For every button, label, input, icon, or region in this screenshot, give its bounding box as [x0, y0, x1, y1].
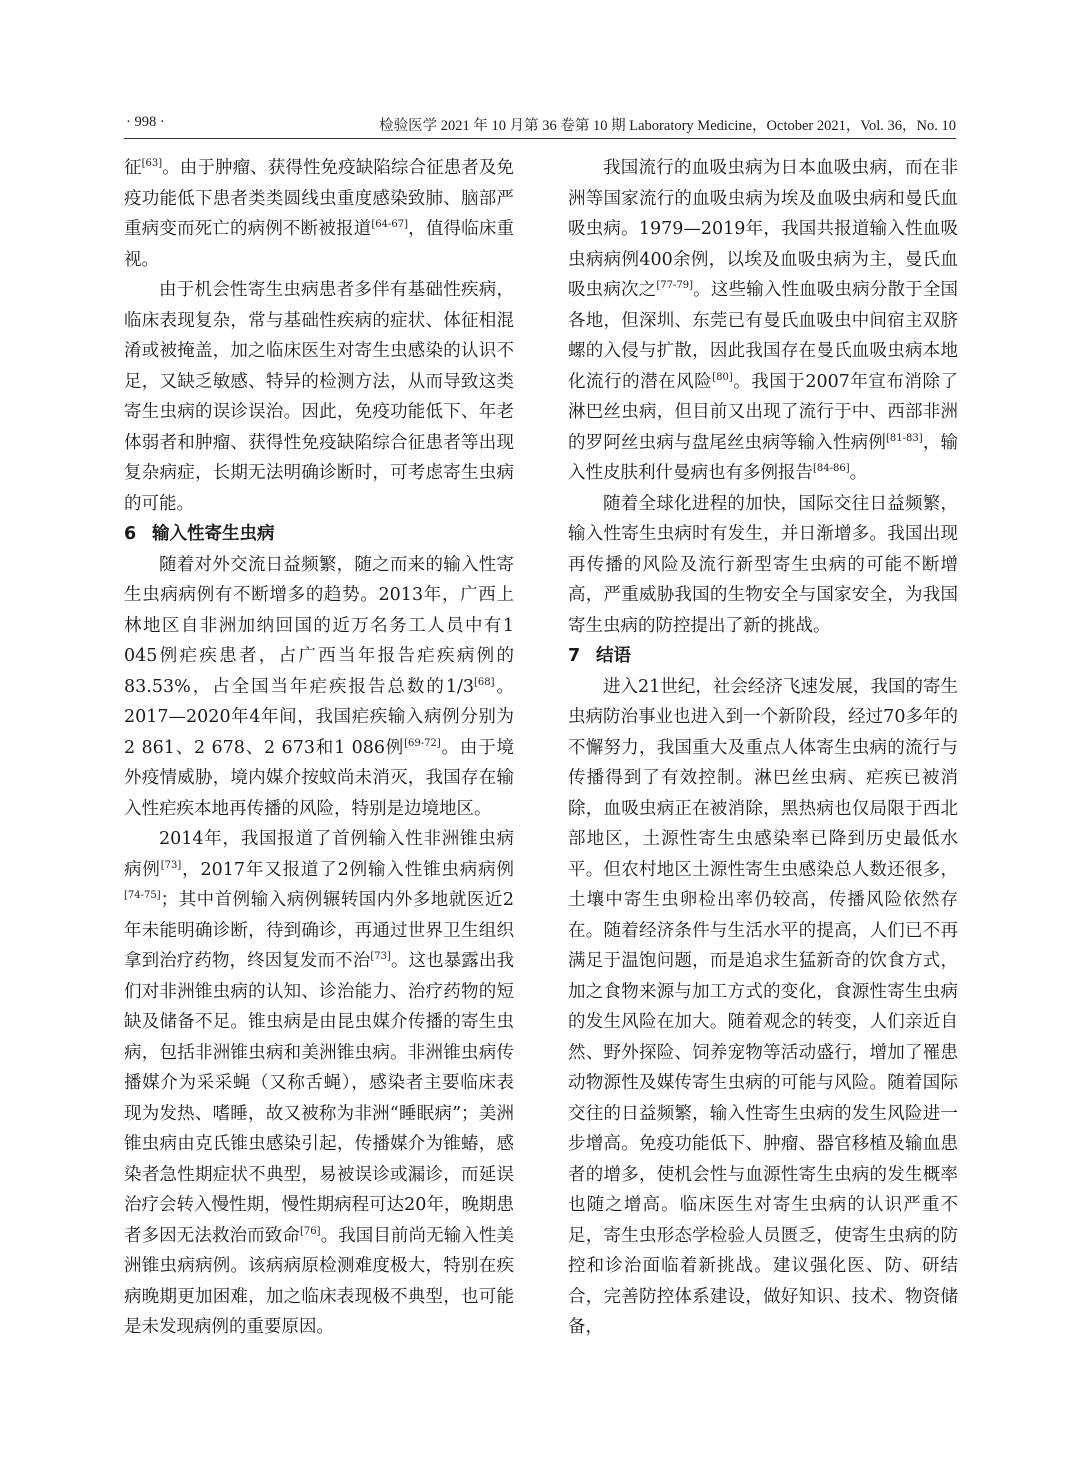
citation-ref: [63] — [141, 158, 163, 169]
section-title: 结语 — [596, 646, 631, 666]
text-run: 。这些输入性血吸虫病分散于全国各地，但深圳、东莞已有曼氏血吸虫中间宿主双脐螺的入侵与扩散，因此我国存在曼氏血吸虫病本地化流行的潜在风险 — [568, 280, 959, 392]
citation-ref: [73] — [370, 951, 391, 962]
text-run: 。这也暴露出我们对非洲锥虫病的认知、诊治能力、治疗药物的短缺及储备不足。锥虫病是由昆虫媒介传播的寄生虫病，包括非洲锥虫病和美洲锥虫病。非洲锥虫病传播媒介为采采蝇（又称舌蝇），感染者主要临床表现为发热、嗜睡，故又被称为非洲“睡眠病”；美洲锥虫病由克氏锥虫感染引起，传播媒介为锥蝽，感染者急性期症状不典型，易被误诊或漏诊，而延误治疗会转入慢性期，慢性期病程可达20年，晚期患者多因无法救治而致命 — [124, 951, 514, 1246]
paragraph — [124, 824, 514, 1343]
text-run: 。 — [849, 463, 868, 483]
text-run: 。由于肿瘤、获得性免疫缺陷综合征患者及免疫功能低下患者类类圆线虫重度感染致肺、脑部严重病变而死亡的病例不断被报道 — [124, 158, 514, 239]
text-run: 。2017—2020年4年间，我国疟疾输入病例分别为2 861、2 678、2 673和1 086例 — [124, 676, 515, 758]
section-number: 6 — [124, 524, 137, 544]
section-title: 输入性寄生虫病 — [152, 524, 275, 544]
citation-ref: [68] — [474, 676, 495, 688]
page-header — [124, 112, 956, 136]
text-run: 2014年，我国报道了首例输入性非洲锥虫病病例 — [124, 829, 514, 880]
citation-ref: [64-67] — [371, 219, 408, 230]
text-run: ，值得临床重视。 — [124, 219, 515, 270]
paragraph: 由于机会性寄生虫病患者多伴有基础性疾病，临床表现复杂，常与基础性疾病的症状、体征相混淆或被掩盖，加之临床医生对寄生虫感染的认识不足，又缺乏敏感、特异的检测方法，从而导致这类寄生虫病的误诊误治。因此，免疫功能低下、年老体弱者和肿瘤、获得性免疫缺陷综合征患者等出现复杂病症，长期无法明确诊断时，可考虑寄生虫病的可能。 — [124, 280, 514, 514]
citation-ref: [74-75] — [124, 890, 161, 901]
text-run: 。由于境外疫情威胁，境内媒介按蚊尚未消灭，我国存在输入性疟疾本地再传播的风险，特别是边境地区。 — [124, 737, 515, 819]
citation-ref: [76] — [299, 1225, 321, 1237]
citation-ref: [84-86] — [813, 463, 850, 474]
text-run: 。我国目前尚无输入性美洲锥虫病病例。该病病原检测难度极大，特别在疾病晚期更加困难，加之临床表现极不典型，也可能是未发现病例的重要原因。 — [124, 1225, 514, 1337]
left-column — [124, 153, 514, 1343]
citation-ref: [77-79] — [656, 280, 693, 291]
text-run: 我国流行的血吸虫病为日本血吸虫病，而在非洲等国家流行的血吸虫病为埃及血吸虫病和曼氏血吸虫病。1979—2019年，我国共报道输入性血吸虫病病例400余例，以埃及血吸虫病为主，曼氏血吸虫病次之 — [568, 158, 958, 300]
citation-ref: [73] — [160, 859, 182, 871]
citation-ref: [80] — [712, 371, 733, 383]
paragraph — [568, 153, 958, 489]
paragraph — [124, 153, 514, 275]
section-number: 7 — [568, 646, 581, 666]
citation-ref: [69-72] — [404, 737, 441, 749]
section-heading — [568, 641, 958, 672]
text-run: ，2017年又报道了2例输入性锥虫病病例 — [181, 859, 515, 880]
text-run: 征 — [124, 158, 142, 178]
text-run: ；其中首例输入病例辗转国内外多地就医近2年未能明确诊断，待到确诊，再通过世界卫生组织拿到治疗药物，终因复发而不治 — [124, 890, 514, 971]
text-run: ，输入性皮肤利什曼病也有多例报告 — [568, 432, 959, 483]
text-run: 。我国于2007年宣布消除了淋巴丝虫病，但目前又出现了流行于中、西部非洲的罗阿丝虫病与盘尾丝虫病等输入性病例 — [568, 371, 958, 453]
paragraph — [124, 550, 514, 825]
paragraph: 随着全球化进程的加快，国际交往日益频繁，输入性寄生虫病时有发生，并日渐增多。我国出现再传播的风险及流行新型寄生虫病的可能不断增高，严重威胁我国的生物安全与国家安全，为我国寄生虫病的防控提出了新的挑战。 — [568, 493, 958, 636]
text-run: 随着对外交流日益频繁，随之而来的输入性寄生虫病病例有不断增多的趋势。2013年，广西上林地区自非洲加纳回国的近万名务工人员中有1 045例疟疾患者，占广西当年报告疟疾病例的83.53%，占全国当年疟疾报告总数的1/3 — [124, 554, 514, 697]
journal-citation: 检验医学 2021 年 10 月第 36 卷第 10 期 Laboratory Medicine，October 2021，Vol. 36，No. 10 — [379, 118, 956, 134]
page-number: · 998 · — [126, 114, 165, 130]
header-rule — [124, 138, 956, 139]
citation-ref: [81-83] — [886, 432, 923, 444]
paragraph: 进入21世纪，社会经济飞速发展，我国的寄生虫病防治事业也进入到一个新阶段，经过70多年的不懈努力，我国重大及重点人体寄生虫病的流行与传播得到了有效控制。淋巴丝虫病、疟疾已被消除，血吸虫病正在被消除，黑热病也仅局限于西北部地区，土源性寄生虫感染率已降到历史最低水平。但农村地区土源性寄生虫感染总人数还很多，土壤中寄生虫卵检出率仍较高，传播风险依然存在。随着经济条件与生活水平的提高，人们已不再满足于温饱问题，而是追求生猛新奇的饮食方式，加之食物来源与加工方式的变化，食源性寄生虫病的发生风险在加大。随着观念的转变，人们亲近自然、野外探险、饲养宠物等活动盛行，增加了罹患动物源性及媒传寄生虫病的可能与风险。随着国际交往的日益频繁，输入性寄生虫病的发生风险进一步增高。免疫功能低下、肿瘤、器官移植及输血患者的增多，使机会性与血源性寄生虫病的发生概率也随之增高。临床医生对寄生虫病的认识严重不足，寄生虫形态学检验人员匮乏，使寄生虫病的防控和诊治面临着新挑战。建议强化医、防、研结合，完善防控体系建设，做好知识、技术、物资储备， — [568, 676, 958, 1337]
right-column — [568, 153, 958, 1343]
section-heading — [124, 519, 514, 550]
